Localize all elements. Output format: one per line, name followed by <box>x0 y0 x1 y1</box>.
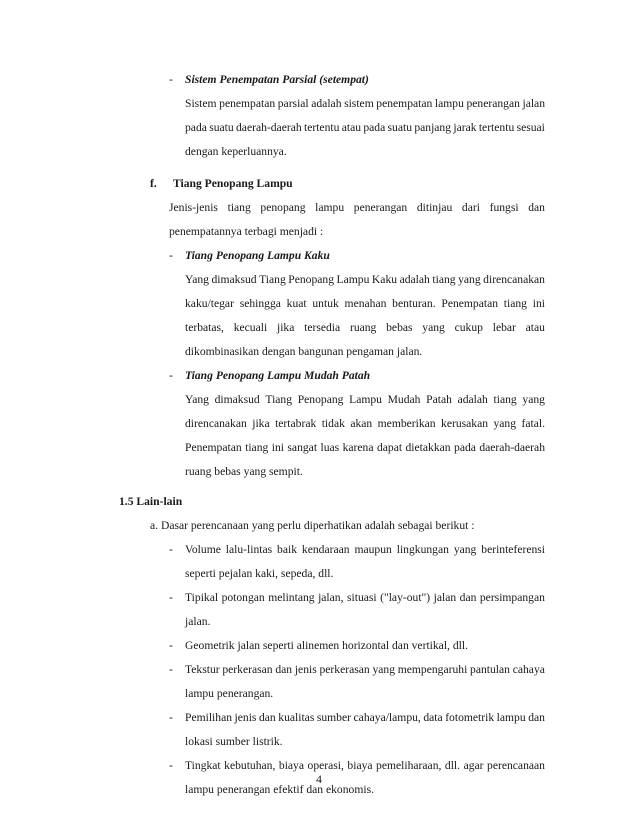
bullet-dash: - <box>169 711 173 724</box>
list-item-continuation: seperti pejalan kaki, sepeda, dll. <box>185 567 334 580</box>
list-item-text: Pemilihan jenis dan kualitas sumber cahaya/lampu, data fotometrik lampu dan <box>185 711 545 724</box>
kaku-line-1: Yang dimaksud Tiang Penopang Lampu Kaku adalah tiang yang direncanakan <box>185 273 545 286</box>
kaku-item <box>169 248 330 264</box>
list-item-continuation: jalan. <box>185 615 211 628</box>
list-item <box>169 590 545 606</box>
page-number: 4 <box>316 773 322 786</box>
list-item-text: Volume lalu-lintas baik kendaraan maupun lingkungan yang berinteferensi <box>185 543 545 556</box>
list-item-continuation: lampu penerangan. <box>185 687 274 700</box>
bullet-dash: - <box>169 369 173 382</box>
bullet-dash: - <box>169 543 173 556</box>
list-item-continuation: lampu penerangan efektif dan ekonomis. <box>185 783 374 796</box>
parsial-line-2: pada suatu daerah-daerah tertentu atau pada suatu panjang jarak tertentu sesuai <box>185 121 545 134</box>
patah-line-3: Penempatan tiang ini sangat luas karena dapat dietakkan pada daerah-daerah <box>185 441 545 454</box>
bullet-dash: - <box>169 73 173 86</box>
kaku-line-4: dikombinasikan dengan bangunan pengaman jalan. <box>185 345 423 358</box>
parsial-line-3: dengan keperluannya. <box>185 145 287 158</box>
list-item <box>169 542 545 558</box>
bullet-dash: - <box>169 759 173 772</box>
bullet-dash: - <box>169 663 173 676</box>
section-f-number: f. <box>150 177 157 190</box>
kaku-line-3: terbatas, kecuali jika tersedia ruang bebas yang cukup lebar atau <box>185 321 545 334</box>
section-f-title: Tiang Penopang Lampu <box>173 177 293 190</box>
patah-line-1: Yang dimaksud Tiang Penopang Lampu Mudah Patah adalah tiang yang <box>185 393 545 406</box>
list-item-text: Tekstur perkerasan dan jenis perkerasan yang mempengaruhi pantulan cahaya <box>185 663 545 676</box>
patah-line-4: ruang bebas yang sempit. <box>185 465 303 478</box>
tiang-intro-1: Jenis-jenis tiang penopang lampu penerangan ditinjau dari fungsi dan <box>169 201 545 214</box>
patah-title: Tiang Penopang Lampu Mudah Patah <box>185 369 371 382</box>
list-item-continuation: lokasi sumber listrik. <box>185 735 283 748</box>
section-heading: 1.5 Lain-lain <box>119 495 183 508</box>
list-item <box>169 638 468 654</box>
bullet-dash: - <box>169 639 173 652</box>
list-item-text: Tipikal potongan melintang jalan, situasi ("lay-out") jalan dan persimpangan <box>185 591 545 604</box>
bullet-dash: - <box>169 591 173 604</box>
list-item <box>169 662 545 678</box>
kaku-line-2: kaku/tegar sehingga kuat untuk menahan benturan. Penempatan tiang ini <box>185 297 545 310</box>
parsial-title: Sistem Penempatan Parsial (setempat) <box>185 73 369 86</box>
list-item <box>169 710 545 726</box>
bullet-dash: - <box>169 249 173 262</box>
parsial-line-1: Sistem penempatan parsial adalah sistem penempatan lampu penerangan jalan <box>185 97 545 110</box>
list-item-text: Geometrik jalan seperti alinemen horizontal dan vertikal, dll. <box>185 639 468 652</box>
patah-line-2: direncanakan jika tertabrak tidak akan memberikan kerusakan yang fatal. <box>185 417 545 430</box>
subsection-a: a. Dasar perencanaan yang perlu diperhatikan adalah sebagai berikut : <box>150 519 475 532</box>
list-item-text: Tingkat kebutuhan, biaya operasi, biaya pemeliharaan, dll. agar perencanaan <box>185 759 545 772</box>
tiang-intro-2: penempatannya terbagi menjadi : <box>169 225 324 238</box>
kaku-title: Tiang Penopang Lampu Kaku <box>185 249 330 262</box>
patah-item <box>169 368 370 384</box>
parsial-item <box>169 72 369 88</box>
